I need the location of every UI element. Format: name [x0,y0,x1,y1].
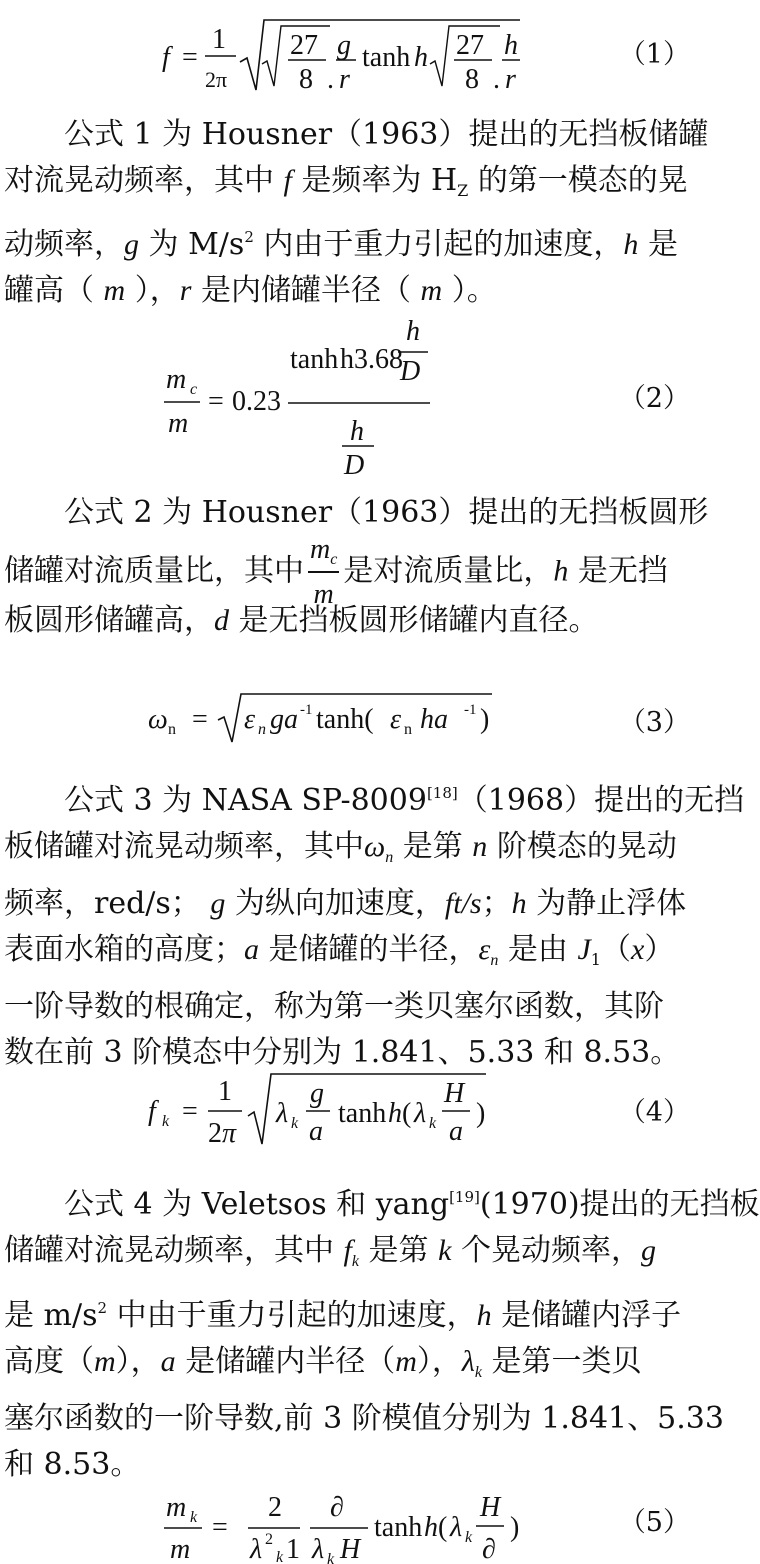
p2-text-3: 是无挡 [577,553,668,589]
p1-text-10: 是内储罐半径（ [201,273,411,308]
p2-var-h: h [553,554,569,588]
eq1-equals: = [182,42,198,73]
sub-z: Z [457,181,469,200]
p1-text-2: 是频率为 H [301,163,458,198]
var-m-2: m [420,274,443,307]
p4-cite-19: [19] [449,1188,480,1206]
eq2-tanh: tanh [290,344,339,375]
eq3-ga: ga [270,704,298,735]
p4-text-12: ）， [416,1344,462,1379]
eq1-h1: h [414,42,428,73]
eq4-tanh: tanh [338,1098,387,1129]
eq1-dot1: . [327,64,334,95]
var-m: m [103,274,126,307]
eq4-pi: π [222,1118,237,1149]
eq3-neg1b: -1 [464,702,477,718]
p1-text-1: 对流晃动频率，其中 [4,163,274,198]
equation-3 [0,690,704,750]
p3-text-12: 是储罐的半径， [268,932,479,967]
p3-J: J [577,933,591,966]
eq4-lam2-k: k [429,1115,437,1132]
eq3-close: ) [480,704,490,735]
p4-text-13: 是第一类贝 [491,1344,642,1379]
p4-var-k: k [438,1234,452,1267]
eq4-lam2: λ [414,1098,427,1129]
eq1-r1: r [339,64,350,95]
eq3-eps2: ε [390,704,402,735]
p3-text-5: 阶模态的晃动 [496,829,677,864]
eq5-m: m [170,1534,191,1564]
eq1-tanh: tanh [362,42,411,73]
p3-omega-sub: n [385,849,394,866]
equation-1 [0,14,704,94]
equation-4 [0,1068,704,1148]
eq3-n-sub: n [168,721,176,738]
eq1-g: g [337,30,351,61]
eq5-h: h [424,1512,438,1543]
equation-1-formula [0,14,704,94]
equation-4-formula [0,1068,704,1148]
p1-text-5: 为 M/s [148,227,245,262]
eq5-sq: 2 [265,1531,273,1548]
equation-5 [0,1478,704,1564]
p4-text-3: 储罐对流晃动频率，其中 [4,1233,334,1268]
p4-var-m: m [94,1345,116,1378]
p4-text-7: 中由于重力引起的加速度， [116,1298,477,1333]
p4-sup-2: 2 [97,1299,108,1317]
eq5-equals: = [212,1512,228,1543]
p4-text-10: ）， [115,1344,161,1379]
eq3-eps: ε [244,704,256,735]
eq5-lam: λ [250,1534,263,1564]
eq4-close: ) [476,1098,486,1129]
eq1-8b: 8 [465,64,479,95]
eq4-open: ( [402,1098,412,1129]
p3-text-13: 是由 [507,932,568,967]
eq3-tanh: tanh( [316,704,374,735]
frac-m: m [313,579,334,610]
var-h: h [623,228,639,261]
eq2-h-num: h [406,316,420,347]
equation-3-number: （3） [618,707,690,738]
p4-var-m2: m [395,1345,417,1378]
p3-ft-s: ft/s [444,887,482,920]
p4-text-15: 和 8.53。 [4,1447,141,1482]
eq5-one: 1 [286,1534,300,1564]
p3-text-9: ； [481,886,512,921]
eq2-m: m [168,408,189,439]
eq2-023: 0.23 [232,386,281,417]
p3-cite-18: [18] [426,784,458,802]
eq4-one: 1 [218,1076,232,1107]
paragraph-2 [4,490,709,644]
paragraph-1 [4,112,709,314]
p3-text-3: 板储罐对流晃动频率，其中 [4,829,364,864]
eq3-ha: ha [420,704,448,735]
p3-text-17: 数在前 3 阶模态中分别为 1.841、5.33 和 8.53。 [4,1035,681,1070]
p1-text-11: ）。 [451,273,497,308]
p4-var-h: h [476,1299,492,1332]
p4-text-5: 个晃动频率， [460,1233,641,1268]
eq2-mc: m [166,364,187,395]
equation-2 [0,310,704,481]
p4-var-a: a [160,1345,176,1378]
eq5-mk: m [166,1492,187,1523]
p2-text-0: 公式 2 为 Housner（1963）提出的无挡板圆形 [64,495,709,530]
eq5-H2: H [480,1492,501,1523]
eq5-tanh: tanh [374,1512,423,1543]
eq4-equals: = [182,1096,198,1127]
p4-text-2: (1970)提出的无挡板 [479,1187,760,1222]
eq5-two: 2 [268,1492,282,1523]
p2-var-d: d [214,604,229,637]
eq4-a1: a [309,1116,323,1147]
equation-5-number: （5） [618,1507,690,1538]
eq3-omega: ω [148,704,168,735]
p3-text-16: 一阶导数的根确定，称为第一类贝塞尔函数，其阶 [4,989,664,1024]
p3-text-2: （1968）提出的无挡 [457,783,745,818]
p3-var-x: x [630,933,645,966]
p4-lam-sub: k [474,1364,482,1381]
var-f: f [283,164,292,197]
p3-var-g: g [210,887,226,920]
eq1-one: 1 [212,24,226,55]
p3-text-7: 为纵向加速度， [234,886,445,921]
eq2-h368: h3.68 [340,344,403,375]
equation-2-number: （2） [618,383,690,414]
p1-text-6: 内由于重力引起的加速度， [263,227,624,262]
equation-1-number: （1） [618,39,690,70]
p4-text-11: 是储罐内半径（ [185,1344,396,1379]
eq1-dot2: . [493,64,500,95]
p4-text-8: 是储罐内浮子 [501,1298,682,1333]
p4-text-14: 塞尔函数的一阶导数,前 3 阶模值分别为 1.841、5.33 [4,1401,724,1436]
eq5-lamk: λ [312,1534,325,1564]
p1-text-0: 公式 1 为 Housner（1963）提出的无挡板储罐 [64,117,709,152]
eq5-k-sub: k [190,1509,198,1526]
eq1-f: f [162,42,170,73]
p3-eps: ε [478,933,491,966]
eq4-2: 2 [208,1118,222,1149]
p3-text-15: ） [644,932,675,967]
paragraph-3 [4,770,745,1076]
eq3-n-it: n [258,721,266,738]
p3-var-a: a [244,933,259,966]
eq1-h2: h [504,30,518,61]
frac-mc: m [310,534,331,565]
eq5-partial1: ∂ [330,1492,344,1523]
p2-text-2: 是对流质量比， [343,553,554,589]
p1-text-8: 罐高（ [4,273,94,308]
p4-var-g: g [640,1234,656,1267]
p4-text-0: 公式 4 为 Veletsos 和 yang [64,1187,450,1222]
eq3-equals: = [192,704,208,735]
equation-3-formula [0,690,704,750]
eq4-lam-k: k [291,1115,299,1132]
eq4-g: g [310,1078,324,1109]
p3-J-sub: 1 [590,950,601,969]
p2-text-5: 是无挡板圆形储罐内直径。 [238,603,599,638]
eq4-lam: λ [276,1098,289,1129]
p1-text-7: 是 [647,227,678,262]
eq1-27a: 27 [290,30,318,61]
p3-text-11: 表面水箱的高度； [4,932,244,967]
eq3-neg1a: -1 [300,702,313,718]
equation-4-number: （4） [618,1097,690,1128]
p4-text-6: 是 m/s [4,1298,98,1333]
p4-fk: f [343,1234,352,1267]
eq4-k-sub: k [162,1113,170,1130]
sup-2: 2 [244,228,254,246]
p2-text-4: 板圆形储罐高， [4,603,214,638]
var-r: r [179,274,192,307]
eq4-a2: a [449,1116,463,1147]
p2-text-1: 储罐对流质量比，其中 [4,553,304,589]
p1-text-3: 的第一模态的晃 [477,163,688,198]
eq4-f: f [148,1096,156,1127]
eq5-lam3: λ [450,1512,463,1543]
p3-var-n: n [472,830,488,863]
eq5-partial2: ∂ [482,1534,496,1564]
p4-fk-sub: k [351,1253,359,1270]
eq2-h-den: h [350,416,364,447]
eq1-r2: r [505,64,516,95]
frac-c-sub: c [330,551,338,568]
var-g: g [124,228,139,261]
eq4-h: h [388,1098,402,1129]
equation-2-formula [0,310,704,481]
eq5-lamk-sub: k [327,1551,335,1564]
eq1-2pi: 2π [205,67,228,92]
p3-text-4: 是第 [402,829,463,864]
eq2-equals: = [208,386,224,417]
p3-text-6: 频率，red/s； [4,886,201,921]
paragraph-4 [4,1174,760,1488]
p4-text-4: 是第 [368,1233,429,1268]
p3-text-14: （ [600,932,631,967]
eq1-8a: 8 [299,64,313,95]
eq2-D-top: D [400,356,421,387]
eq3-n-sub2: n [404,721,412,738]
eq1-27b: 27 [456,30,484,61]
eq5-open: ( [438,1512,448,1543]
p3-var-h: h [511,887,527,920]
eq5-k2: k [276,1549,284,1564]
p4-text-9: 高度（ [4,1344,94,1379]
eq4-H: H [444,1078,465,1109]
eq5-close: ) [510,1512,520,1543]
equation-5-formula [0,1478,704,1564]
p4-lam: λ [461,1345,475,1378]
p1-text-9: ）， [134,273,180,308]
eq2-D-bot: D [344,450,365,481]
p3-omega: ω [364,830,386,863]
p3-text-10: 为静止浮体 [536,886,687,921]
eq5-H: H [340,1534,361,1564]
p1-text-4: 动频率， [4,227,124,262]
eq2-c-sub: c [190,381,198,398]
p3-eps-sub: n [490,952,499,969]
eq5-lam3-k: k [465,1529,473,1546]
p3-text-0: 公式 3 为 NASA SP-8009 [64,783,427,818]
